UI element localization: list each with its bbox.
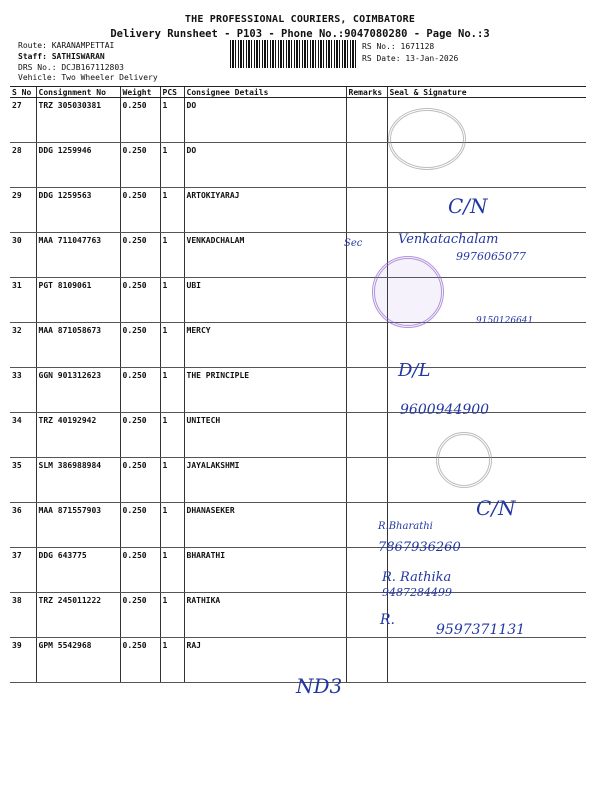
pcs-cell: 1 bbox=[160, 503, 184, 548]
handwritten-footer-note: ND3 bbox=[296, 674, 343, 698]
sno-cell: 35 bbox=[10, 458, 36, 503]
remarks-cell bbox=[346, 368, 387, 413]
pcs-cell: 1 bbox=[160, 143, 184, 188]
vehicle-field: Vehicle: Two Wheeler Delivery bbox=[18, 73, 158, 82]
company-seal-stamp bbox=[388, 108, 466, 170]
handwritten-name-r39: R. bbox=[380, 612, 395, 628]
consignee-cell: JAYALAKSHMI bbox=[184, 458, 346, 503]
table-row bbox=[10, 143, 586, 188]
consignee-cell: VENKADCHALAM bbox=[184, 233, 346, 278]
handwritten-remark-r30: Sec bbox=[344, 238, 363, 249]
rs-number-field: RS No.: 1671128 bbox=[362, 42, 435, 51]
table-row bbox=[10, 188, 586, 233]
consignee-cell: UNITECH bbox=[184, 413, 346, 458]
handwritten-phone-r34: 9600944900 bbox=[400, 402, 490, 418]
pcs-cell: 1 bbox=[160, 413, 184, 458]
runsheet-subtitle: Delivery Runsheet - P103 - Phone No.:9047080280 - Page No.:3 bbox=[110, 28, 490, 40]
handwritten-note-r29: C/N bbox=[448, 194, 488, 218]
table-row bbox=[10, 368, 586, 413]
sno-cell: 32 bbox=[10, 323, 36, 368]
page-title: THE PROFESSIONAL COURIERS, COIMBATORE bbox=[184, 14, 416, 25]
pcs-cell: 1 bbox=[160, 548, 184, 593]
handwritten-name-r37: R.Bharathi bbox=[378, 521, 433, 532]
pcs-cell: 1 bbox=[160, 188, 184, 233]
remarks-cell bbox=[346, 413, 387, 458]
consignment-cell: GGN 901312623 bbox=[36, 368, 120, 413]
pcs-cell: 1 bbox=[160, 368, 184, 413]
round-seal-stamp bbox=[436, 432, 492, 488]
handwritten-note-r33: D/L bbox=[398, 360, 431, 381]
weight-cell: 0.250 bbox=[120, 503, 160, 548]
weight-cell: 0.250 bbox=[120, 188, 160, 233]
consignee-cell: THE PRINCIPLE bbox=[184, 368, 346, 413]
remarks-cell bbox=[346, 458, 387, 503]
pcs-cell: 1 bbox=[160, 323, 184, 368]
table-row bbox=[10, 548, 586, 593]
consignment-cell: DDG 1259563 bbox=[36, 188, 120, 233]
weight-cell: 0.250 bbox=[120, 233, 160, 278]
handwritten-phone-r39: 9597371131 bbox=[436, 622, 526, 638]
pcs-cell: 1 bbox=[160, 593, 184, 638]
weight-cell: 0.250 bbox=[120, 548, 160, 593]
pcs-cell: 1 bbox=[160, 98, 184, 143]
table-row bbox=[10, 98, 586, 143]
consignee-cell: BHARATHI bbox=[184, 548, 346, 593]
sno-cell: 36 bbox=[10, 503, 36, 548]
consignee-cell: DO bbox=[184, 143, 346, 188]
remarks-cell bbox=[346, 188, 387, 233]
pcs-cell: 1 bbox=[160, 458, 184, 503]
consignee-cell: DO bbox=[184, 98, 346, 143]
handwritten-phone-r32: 9150126641 bbox=[476, 316, 534, 326]
col-header-consignee: Consignee Details bbox=[184, 87, 346, 98]
consignment-cell: MAA 711047763 bbox=[36, 233, 120, 278]
weight-cell: 0.250 bbox=[120, 413, 160, 458]
runsheet-table bbox=[10, 86, 586, 683]
sno-cell: 30 bbox=[10, 233, 36, 278]
weight-cell: 0.250 bbox=[120, 638, 160, 683]
route-field: Route: KARANAMPETTAI bbox=[18, 41, 115, 50]
table-row bbox=[10, 323, 586, 368]
weight-cell: 0.250 bbox=[120, 278, 160, 323]
weight-cell: 0.250 bbox=[120, 323, 160, 368]
col-header-seal: Seal & Signature bbox=[387, 87, 586, 98]
consignee-cell: DHANASEKER bbox=[184, 503, 346, 548]
consignee-cell: RAJ bbox=[184, 638, 346, 683]
consignment-cell: TRZ 305030381 bbox=[36, 98, 120, 143]
sno-cell: 27 bbox=[10, 98, 36, 143]
consignment-cell: MAA 871557903 bbox=[36, 503, 120, 548]
sno-cell: 29 bbox=[10, 188, 36, 233]
rs-date-field: RS Date: 13-Jan-2026 bbox=[362, 54, 459, 63]
consignment-cell: SLM 386988984 bbox=[36, 458, 120, 503]
consignment-cell: GPM 5542968 bbox=[36, 638, 120, 683]
consignment-cell: MAA 871058673 bbox=[36, 323, 120, 368]
consignment-cell: PGT 8109061 bbox=[36, 278, 120, 323]
consignment-cell: DDG 1259946 bbox=[36, 143, 120, 188]
consignee-cell: UBI bbox=[184, 278, 346, 323]
remarks-cell bbox=[346, 98, 387, 143]
sno-cell: 38 bbox=[10, 593, 36, 638]
drs-field: DRS No.: DCJB167112803 bbox=[18, 63, 124, 72]
barcode bbox=[230, 40, 356, 68]
sno-cell: 33 bbox=[10, 368, 36, 413]
consignee-cell: MERCY bbox=[184, 323, 346, 368]
col-header-remarks: Remarks bbox=[346, 87, 387, 98]
sno-cell: 37 bbox=[10, 548, 36, 593]
staff-field: Staff: SATHISWARAN bbox=[18, 52, 105, 61]
remarks-cell bbox=[346, 323, 387, 368]
consignment-cell: TRZ 245011222 bbox=[36, 593, 120, 638]
government-seal-stamp bbox=[372, 256, 444, 328]
weight-cell: 0.250 bbox=[120, 458, 160, 503]
seal-signature-cell bbox=[387, 638, 586, 683]
weight-cell: 0.250 bbox=[120, 593, 160, 638]
consignment-cell: DDG 643775 bbox=[36, 548, 120, 593]
remarks-cell bbox=[346, 143, 387, 188]
table-row bbox=[10, 413, 586, 458]
handwritten-signature-r30: Venkatachalam bbox=[398, 232, 499, 247]
weight-cell: 0.250 bbox=[120, 98, 160, 143]
consignment-cell: TRZ 40192942 bbox=[36, 413, 120, 458]
pcs-cell: 1 bbox=[160, 638, 184, 683]
sno-cell: 39 bbox=[10, 638, 36, 683]
pcs-cell: 1 bbox=[160, 233, 184, 278]
handwritten-name-r38: R. Rathika bbox=[382, 570, 452, 585]
table-header-row bbox=[10, 87, 586, 98]
consignee-cell: RATHIKA bbox=[184, 593, 346, 638]
col-header-pcs: PCS bbox=[160, 87, 184, 98]
handwritten-phone-r37: 7867936260 bbox=[378, 540, 461, 555]
col-header-consignment: Consignment No bbox=[36, 87, 120, 98]
col-header-weight: Weight bbox=[120, 87, 160, 98]
col-header-sno: S No bbox=[10, 87, 36, 98]
sno-cell: 34 bbox=[10, 413, 36, 458]
handwritten-phone-r38: 9487284499 bbox=[382, 586, 452, 599]
pcs-cell: 1 bbox=[160, 278, 184, 323]
sno-cell: 31 bbox=[10, 278, 36, 323]
handwritten-phone-r30: 9976065077 bbox=[456, 250, 526, 263]
remarks-cell bbox=[346, 638, 387, 683]
weight-cell: 0.250 bbox=[120, 143, 160, 188]
consignee-cell: ARTOKIYARAJ bbox=[184, 188, 346, 233]
weight-cell: 0.250 bbox=[120, 368, 160, 413]
sno-cell: 28 bbox=[10, 143, 36, 188]
handwritten-note-r36: C/N bbox=[476, 496, 516, 520]
